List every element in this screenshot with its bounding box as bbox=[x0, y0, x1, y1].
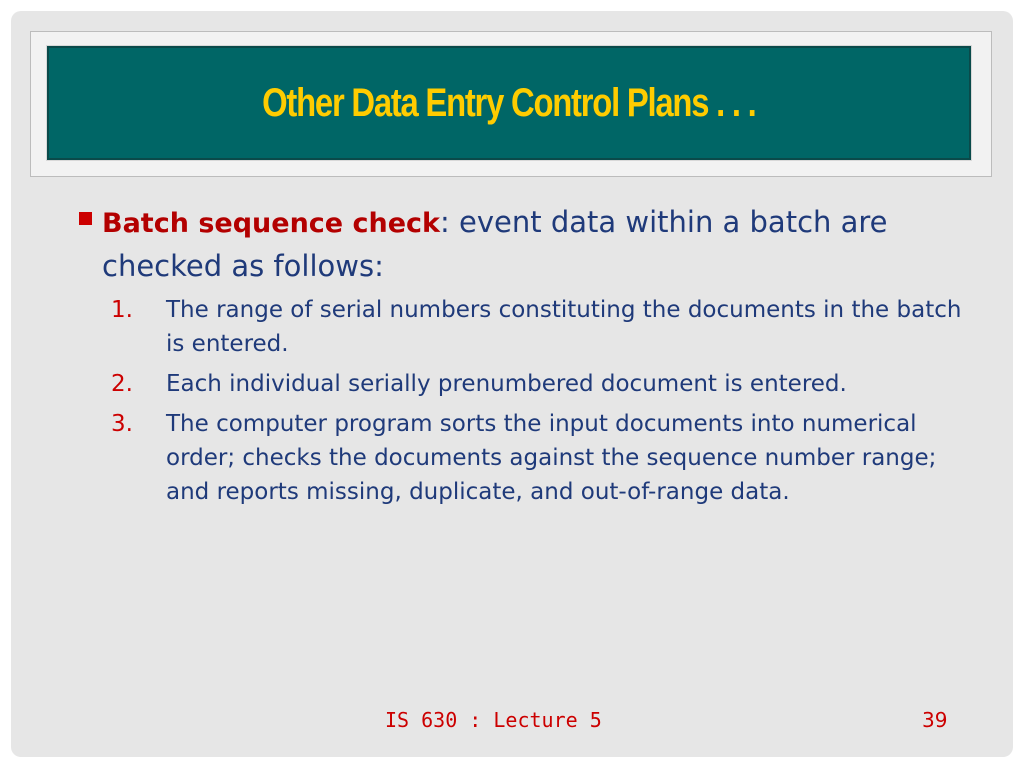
list-item bbox=[77, 293, 967, 361]
numbered-list bbox=[77, 293, 967, 509]
page-number: 39 bbox=[922, 708, 948, 732]
bullet-term: Batch sequence check bbox=[102, 208, 441, 239]
list-item bbox=[77, 367, 967, 401]
title-frame bbox=[30, 31, 992, 177]
bullet-text: : event data within a batch are checked as follows: bbox=[102, 205, 888, 283]
list-item-text: The computer program sorts the input documents into numerical order; checks the documents against the sequence number range; and reports missing, duplicate, and out-of-range data. bbox=[166, 411, 937, 505]
list-item-number: 1. bbox=[111, 297, 133, 323]
footer-label: IS 630 : Lecture 5 bbox=[385, 708, 602, 732]
list-item bbox=[77, 407, 967, 509]
bullet-item bbox=[77, 201, 967, 287]
slide-content bbox=[77, 201, 967, 515]
square-bullet-icon bbox=[79, 212, 92, 225]
slide bbox=[11, 11, 1013, 757]
list-item-text: Each individual serially prenumbered document is entered. bbox=[166, 371, 847, 397]
title-banner bbox=[47, 46, 971, 160]
list-item-number: 2. bbox=[111, 371, 133, 397]
list-item-text: The range of serial numbers constituting the documents in the batch is entered. bbox=[166, 297, 962, 357]
slide-title: Other Data Entry Control Plans . . . bbox=[262, 80, 756, 125]
list-item-number: 3. bbox=[111, 411, 133, 437]
